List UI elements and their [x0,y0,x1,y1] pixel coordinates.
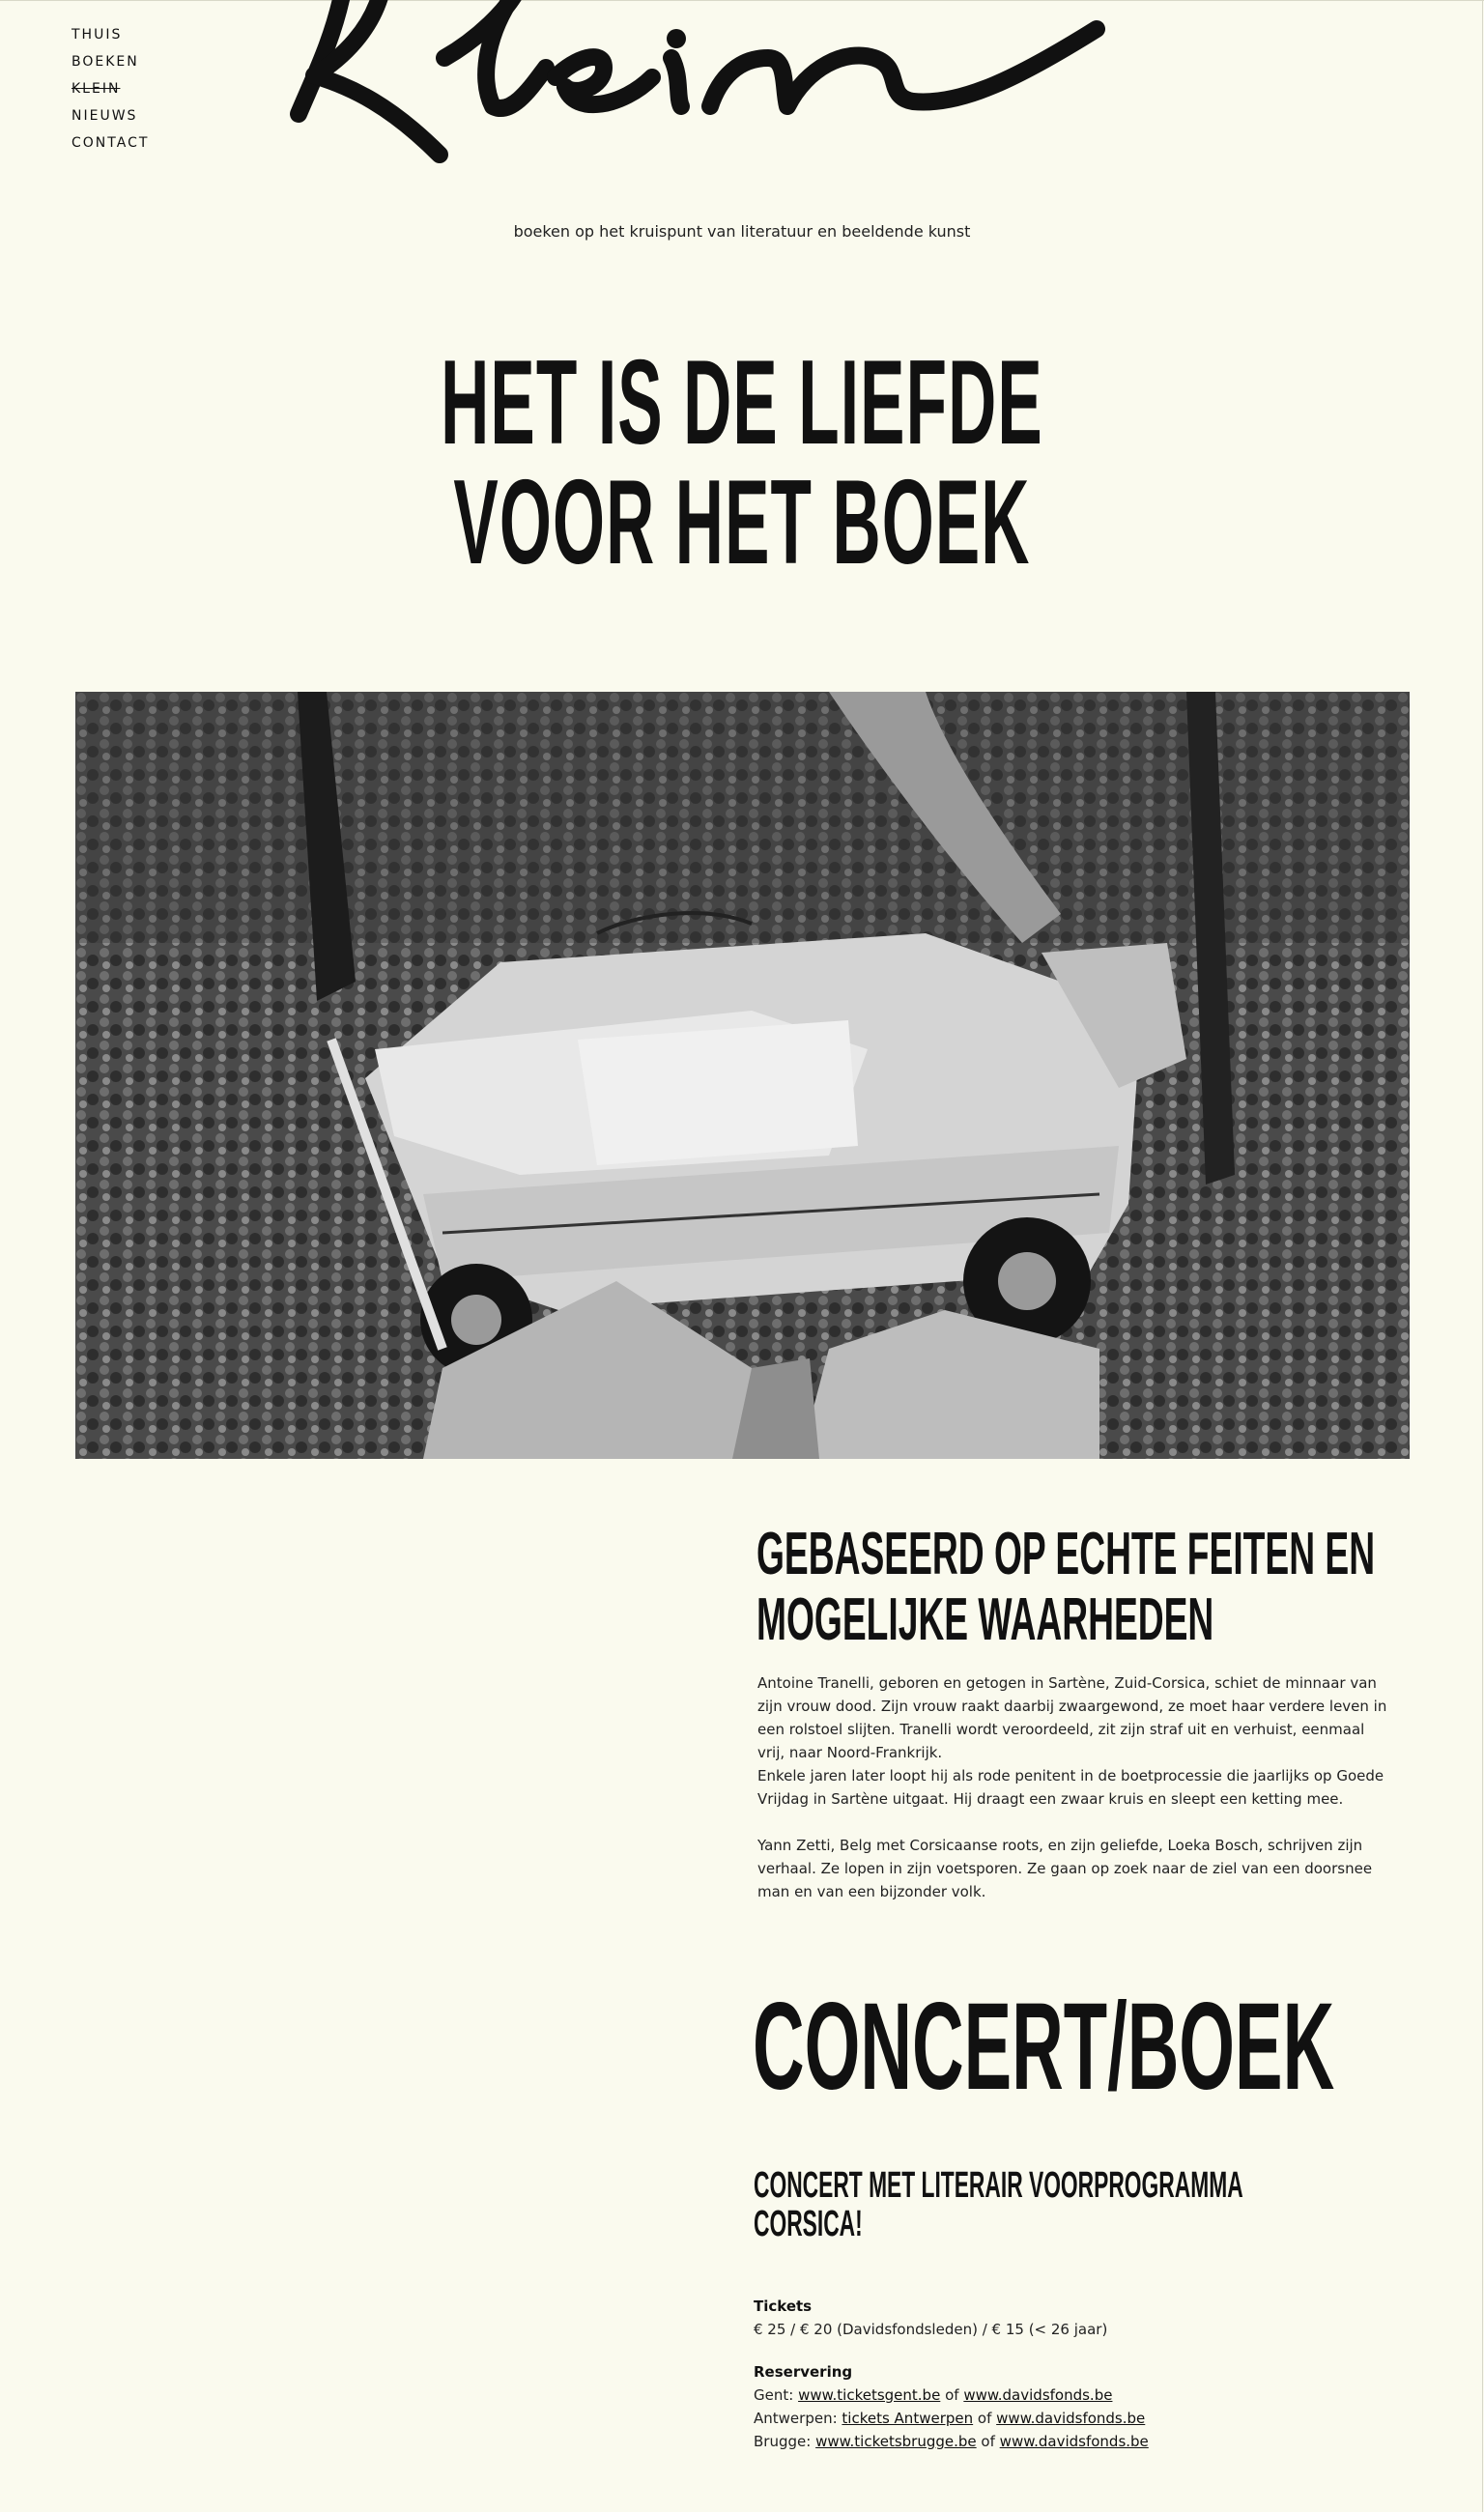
nav-item-boeken[interactable]: BOEKEN [71,54,139,70]
reservering-row-antwerpen [754,2407,1149,2430]
city-label: Brugge: [754,2433,812,2450]
link-davidsfonds[interactable]: www.davidsfonds.be [999,2433,1149,2450]
separator-text: of [945,2386,959,2404]
city-label: Antwerpen: [754,2410,838,2427]
tickets-label: Tickets [754,2298,813,2315]
concert-subtitle-line-1: CONCERT MET LITERAIR VOORPROGRAMMA [754,2165,1243,2206]
link-davidsfonds[interactable]: www.davidsfonds.be [963,2386,1113,2404]
article-paragraph-3: Yann Zetti, Belg met Corsicaanse roots, en zijn geliefde, Loeka Bosch, schrijven zijn verhaal. Ze lopen in zijn voetsporen. Ze gaan op zoek naar de ziel van een doorsnee man en van een bijzonder volk. [757,1837,1373,1900]
concert-info [754,2295,1149,2472]
city-label: Gent: [754,2386,794,2404]
hero-photo [75,692,1410,1459]
article-title-line-1: GEBASEERD OP ECHTE FEITEN EN [756,1521,1376,1587]
hero-title-line-2: VOOR HET BOEK [453,456,1031,589]
hero-title-line-1: HET IS DE LIEFDE [441,336,1043,470]
tagline: boeken op het kruispunt van literatuur en beeldende kunst [513,222,971,241]
concert-subtitle [754,2166,1484,2243]
link-davidsfonds[interactable]: www.davidsfonds.be [996,2410,1146,2427]
nav-item-contact[interactable]: CONTACT [71,135,150,151]
reservering-row-brugge [754,2430,1149,2453]
klein-logo[interactable] [285,0,1213,174]
main-nav [71,21,149,157]
separator-text: of [977,2410,992,2427]
article-paragraph-2: Enkele jaren later loopt hij als rode penitent in de boetprocessie die jaarlijks op Goede Vrijdag in Sartène uitgaat. Hij draagt een zwaar kruis en sleept een ketting mee. [757,1767,1384,1808]
article-title-line-2: MOGELIJKE WAARHEDEN [756,1586,1214,1653]
concert-subtitle-line-2: CORSICA! [754,2204,863,2244]
nav-item-klein[interactable]: KLEIN [71,81,121,97]
article-paragraph-1: Antoine Tranelli, geboren en getogen in Sartène, Zuid-Corsica, schiet de minnaar van zijn vrouw dood. Zijn vrouw raakt daarbij zwaargewond, ze moet haar verdere leven in een rolstoel slijten. Tranelli wordt veroordeeld, zit zijn straf uit en verhuist, eenmaal vrij, naar Noord-Frankrijk. [757,1674,1387,1761]
nav-item-thuis[interactable]: THUIS [71,27,123,43]
tickets-text: € 25 / € 20 (Davidsfondsleden) / € 15 (< 26 jaar) [754,2321,1108,2338]
article-title [756,1522,1484,1653]
reservering-row-gent [754,2384,1149,2407]
separator-text: of [981,2433,995,2450]
nav-item-nieuws[interactable]: NIEUWS [71,108,138,124]
link-ticketsbrugge[interactable]: www.ticketsbrugge.be [815,2433,977,2450]
tickets-block [754,2295,1149,2341]
reservering-block [754,2360,1149,2453]
article-body [757,1671,1395,1903]
hero-title [0,336,1484,589]
concert-title [753,1978,1484,2116]
reservering-label: Reservering [754,2363,853,2381]
link-ticketsgent[interactable]: www.ticketsgent.be [798,2386,941,2404]
concert-title-text: CONCERT/BOEK [753,1978,1335,2116]
link-tickets-antwerpen[interactable]: tickets Antwerpen [842,2410,974,2427]
